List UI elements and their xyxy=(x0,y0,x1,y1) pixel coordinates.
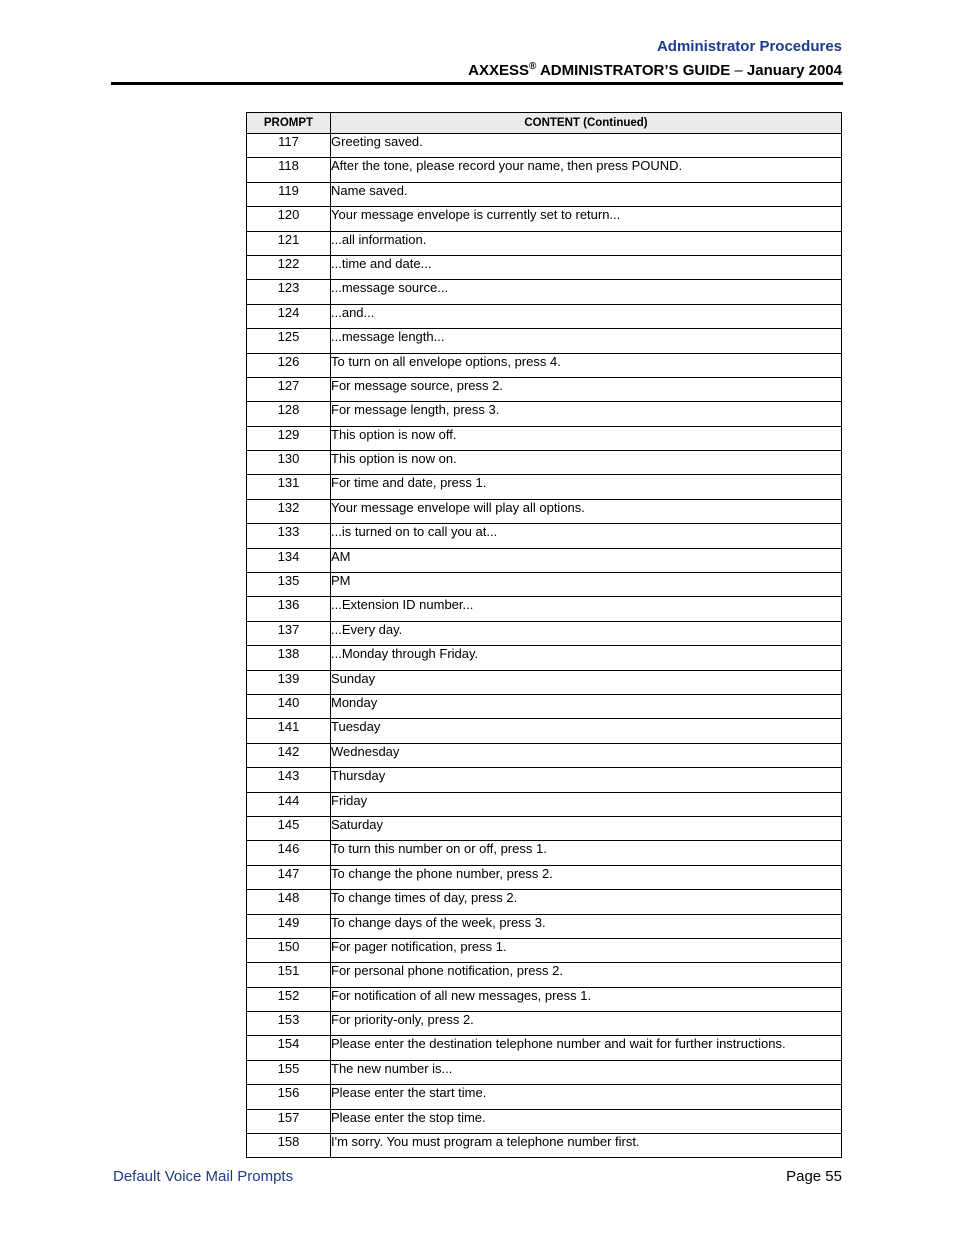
prompt-number: 129 xyxy=(247,426,331,450)
prompt-number: 130 xyxy=(247,451,331,475)
prompt-content: Greeting saved. xyxy=(331,134,842,158)
table-row xyxy=(247,938,842,962)
table-row xyxy=(247,304,842,328)
prompt-content: Tuesday xyxy=(331,719,842,743)
table-row xyxy=(247,377,842,401)
prompt-content: To change the phone number, press 2. xyxy=(331,865,842,889)
prompt-content: Friday xyxy=(331,792,842,816)
table-row xyxy=(247,255,842,279)
table-row xyxy=(247,841,842,865)
prompt-content: Thursday xyxy=(331,768,842,792)
prompt-number: 124 xyxy=(247,304,331,328)
table-body xyxy=(247,134,842,1158)
prompt-content: This option is now off. xyxy=(331,426,842,450)
table-row xyxy=(247,719,842,743)
prompt-content: For pager notification, press 1. xyxy=(331,938,842,962)
prompt-content: Please enter the start time. xyxy=(331,1085,842,1109)
prompt-number: 153 xyxy=(247,1012,331,1036)
prompt-content: ...message length... xyxy=(331,329,842,353)
prompt-content: I'm sorry. You must program a telephone number first. xyxy=(331,1134,842,1158)
prompt-number: 142 xyxy=(247,743,331,767)
prompt-number: 133 xyxy=(247,524,331,548)
prompt-number: 132 xyxy=(247,499,331,523)
table-row xyxy=(247,1134,842,1158)
prompt-number: 120 xyxy=(247,207,331,231)
prompt-content: For priority-only, press 2. xyxy=(331,1012,842,1036)
prompt-number: 150 xyxy=(247,938,331,962)
table-row xyxy=(247,158,842,182)
footer-chapter: Default Voice Mail Prompts xyxy=(113,1168,294,1185)
prompt-content: The new number is... xyxy=(331,1060,842,1084)
table-row xyxy=(247,329,842,353)
guide-name: ADMINISTRATOR’S GUIDE xyxy=(536,62,735,79)
prompt-number: 158 xyxy=(247,1134,331,1158)
prompt-content: To turn this number on or off, press 1. xyxy=(331,841,842,865)
table-row xyxy=(247,597,842,621)
prompt-content: To change times of day, press 2. xyxy=(331,890,842,914)
prompt-number: 138 xyxy=(247,646,331,670)
table-row xyxy=(247,451,842,475)
prompt-number: 134 xyxy=(247,548,331,572)
prompt-content: Sunday xyxy=(331,670,842,694)
prompt-number: 154 xyxy=(247,1036,331,1060)
header-rule xyxy=(111,82,843,85)
prompt-number: 123 xyxy=(247,280,331,304)
prompt-number: 122 xyxy=(247,255,331,279)
prompt-content: ...message source... xyxy=(331,280,842,304)
prompt-content: Please enter the stop time. xyxy=(331,1109,842,1133)
table-row xyxy=(247,963,842,987)
table-row xyxy=(247,792,842,816)
prompt-number: 127 xyxy=(247,377,331,401)
table-row xyxy=(247,1012,842,1036)
prompt-number: 151 xyxy=(247,963,331,987)
prompt-content: For personal phone notification, press 2. xyxy=(331,963,842,987)
prompt-number: 121 xyxy=(247,231,331,255)
prompt-number: 157 xyxy=(247,1109,331,1133)
footer-page-number: Page 55 xyxy=(786,1168,842,1185)
prompt-content: Wednesday xyxy=(331,743,842,767)
prompt-number: 126 xyxy=(247,353,331,377)
prompt-content: AM xyxy=(331,548,842,572)
prompt-content: ...time and date... xyxy=(331,255,842,279)
prompt-number: 144 xyxy=(247,792,331,816)
prompt-content: Please enter the destination telephone number and wait for further instructions. xyxy=(331,1036,842,1060)
prompt-number: 152 xyxy=(247,987,331,1011)
table-row xyxy=(247,621,842,645)
prompt-content: To change days of the week, press 3. xyxy=(331,914,842,938)
prompt-number: 143 xyxy=(247,768,331,792)
prompt-content: ...Every day. xyxy=(331,621,842,645)
column-header-prompt: PROMPT xyxy=(247,113,331,134)
table-row xyxy=(247,987,842,1011)
prompt-content: ...and... xyxy=(331,304,842,328)
prompt-number: 141 xyxy=(247,719,331,743)
table-row xyxy=(247,548,842,572)
prompt-content: After the tone, please record your name, then press POUND. xyxy=(331,158,842,182)
prompt-content: Saturday xyxy=(331,816,842,840)
table-row xyxy=(247,694,842,718)
table-row xyxy=(247,207,842,231)
table-row xyxy=(247,1060,842,1084)
prompt-content: This option is now on. xyxy=(331,451,842,475)
prompt-number: 149 xyxy=(247,914,331,938)
prompt-content: For notification of all new messages, press 1. xyxy=(331,987,842,1011)
prompt-content: ...all information. xyxy=(331,231,842,255)
prompt-content: To turn on all envelope options, press 4. xyxy=(331,353,842,377)
prompt-content: PM xyxy=(331,573,842,597)
table-row xyxy=(247,182,842,206)
table-row xyxy=(247,670,842,694)
table-row xyxy=(247,134,842,158)
prompt-number: 117 xyxy=(247,134,331,158)
prompt-content: Your message envelope is currently set to return... xyxy=(331,207,842,231)
prompt-content: ...Monday through Friday. xyxy=(331,646,842,670)
table-row xyxy=(247,1085,842,1109)
table-row xyxy=(247,402,842,426)
table-row xyxy=(247,280,842,304)
table-row xyxy=(247,646,842,670)
prompt-content: ...is turned on to call you at... xyxy=(331,524,842,548)
prompt-content: For time and date, press 1. xyxy=(331,475,842,499)
prompt-content: Name saved. xyxy=(331,182,842,206)
table-row xyxy=(247,1109,842,1133)
prompt-content: For message source, press 2. xyxy=(331,377,842,401)
prompt-number: 135 xyxy=(247,573,331,597)
prompt-content: Your message envelope will play all options. xyxy=(331,499,842,523)
table-header-row xyxy=(247,113,842,134)
section-title: Administrator Procedures xyxy=(656,38,842,55)
prompt-number: 131 xyxy=(247,475,331,499)
column-header-content: CONTENT (Continued) xyxy=(331,113,842,134)
table-row xyxy=(247,475,842,499)
table-row xyxy=(247,743,842,767)
table-row xyxy=(247,890,842,914)
table-row xyxy=(247,231,842,255)
table-row xyxy=(247,816,842,840)
table-row xyxy=(247,499,842,523)
prompt-content: For message length, press 3. xyxy=(331,402,842,426)
table-row xyxy=(247,573,842,597)
guide-title xyxy=(468,61,842,79)
prompt-number: 125 xyxy=(247,329,331,353)
prompt-number: 139 xyxy=(247,670,331,694)
prompt-number: 147 xyxy=(247,865,331,889)
prompt-content: ...Extension ID number... xyxy=(331,597,842,621)
table-row xyxy=(247,768,842,792)
table-row xyxy=(247,426,842,450)
prompt-number: 140 xyxy=(247,694,331,718)
prompt-number: 118 xyxy=(247,158,331,182)
prompt-number: 148 xyxy=(247,890,331,914)
guide-date: January 2004 xyxy=(742,62,842,79)
title-dash: – xyxy=(734,62,743,79)
table-row xyxy=(247,1036,842,1060)
registered-mark: ® xyxy=(528,61,537,72)
prompt-content: Monday xyxy=(331,694,842,718)
prompt-number: 137 xyxy=(247,621,331,645)
prompt-number: 119 xyxy=(247,182,331,206)
prompt-number: 136 xyxy=(247,597,331,621)
table-row xyxy=(247,865,842,889)
prompt-number: 156 xyxy=(247,1085,331,1109)
prompt-number: 128 xyxy=(247,402,331,426)
brand-name: AXXESS xyxy=(468,62,529,79)
prompt-number: 146 xyxy=(247,841,331,865)
prompt-number: 145 xyxy=(247,816,331,840)
prompt-number: 155 xyxy=(247,1060,331,1084)
table-row xyxy=(247,914,842,938)
table-row xyxy=(247,353,842,377)
prompts-table xyxy=(246,112,842,1158)
table-row xyxy=(247,524,842,548)
